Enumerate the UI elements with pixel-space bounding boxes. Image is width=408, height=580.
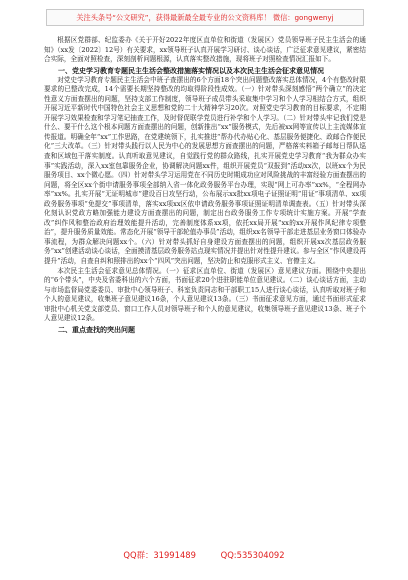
opinion-solicitation-paragraph: 本次民主生活会征求意见总体情况。（一）征求区直单位、街道（发展区）意见建议方面。围绕中央提出的“6个带头”，中央及省委科出的六个方面，书面征求20个进驻职能单位意见建议。（二）谈心谈话方面，主动与市场监督局党委委员、审批中心领导班子、科室负责同志和干部职工15人进行谈心谈话，认真听取对班子和个人的意见建议，收集班子意见建议16条，个人意见建议13条。（三）书面征求意见方面，通过书面形式征求审批中心机关党支部党员、窗口工作人员对领导班子和个人的意见建议，收集领导班子意见建议13条、班子个人意见建议12条。 (44, 266, 366, 323)
intro-paragraph: 根据区党群部、纪监委办《关于开好2022年度区直单位和街道（发展区）党员领导班子民主生活会的通知》（xx发〔2022〕12号）有关要求，xx领导班子认真开展学习研讨、谈心谈话，广泛征求意见建议，紧密结合实际，全面对照检查，深刻剖析问题根源，认真落实整改措施，现将班子对照检查情况汇报如下。 (44, 36, 366, 64)
promo-banner[interactable]: 关注头条号“公文研究”，获得最新最全最专业的公文资料库！ 微信：gongwenyj (46, 9, 364, 26)
qq-group-label: QQ群：31991489 (123, 550, 196, 560)
contact-footer (0, 549, 408, 561)
section-heading-2: 二、重点查找的突出问题 (58, 325, 135, 334)
section-heading-1: 一、党史学习教育专题民主生活会整改措施落实情况以及本次民主生活会征求意见情况 (58, 66, 324, 75)
document-body (44, 36, 366, 335)
rectification-paragraph: 对党史学习教育专题民主生活会中班子查摆出的6个方面18个突出问题整改落实总体情况，4个有整改时限要求的已整改完成，14个需要长期坚持整改的均取得阶段性成效。（一）针对带头深刻感悟“两个确立”的决定性意义方面查摆出的问题，坚持支部工作制度，领导班子成员带头采取集中学习和个人学习相结合方式，组织开展习近平新时代中国特色社会主义思想和党的二十大精神学习20次。对照党史学习教育的目标要求，不定期开展学习效果检查和学习笔记抽查工作，及时督促联学党员进行补学和个人学习。（二）针对带头牢记我们党是什么、要干什么这个根本问题方面查摆出的问题，创新推出“xx”服务模式，先后被xx网等宣传以上主流媒体宣传报道。明确全年“xx”工作思路，在党建统领下，扎实推进“帮办代办贴心化、基层服务便捷化、政邮合作便民化”三大改革。（三）针对带头践行以人民为中心的发展思想方面查摆出的问题，严格落实料箱子邮每日帮队巡查和区域包干落实制度。认真听取意见建议，自觉践行党的群众路线，扎实开展党史学习教育“我为群众办实事”实践活动，深入xx室包靠服务企业，协调解决问题xx件，组织开展党员“双报到”活动xx次，以班xx个为民服务项目、xx个微心愿。（四）针对带头学习运用党在不同历史时期成功应对风险挑战的丰富经验方面查摆出的问题，将全区xx个街申请服务事项全部纳入省一体化政务服务平台办理，实现“网上可办率”xx%，“全程网办率”xx%。扎实开展“无证明城市”建设百日攻坚行动，公布展示xx批xx项电子证照证明“用证”事项清单、xx项政务服务事项“免提交”事项清单，落实xx项xx区依申请政务服务事项证照证明清单调查表。（五）针对带头深化刻认识党政方略加强能力建设方面查摆出的问题，制定出台政务服务工作专项统计实施方案。开展“学查改”纠作风和整治政府治理效能提升活动，完善制度体系xx项，依托xx局开展“xx的xx开展作风纪律专项整治”，提升服务质量效能。常态化开展“领导干部轮值办事员”活动，组织xx名领导干部走进基层业务窗口体验办事流程，为群众解决问题xx个。（六）针对带头抓好自身建设方面查摆出的问题，组织开展xx次基层政务服务“xx”创建活动谈心谈话，全面摸清基层政务服务站点现实情况并提出针对性提升建议。参与全区“作风建设再提升”活动，自查自纠和照排出的xx个“四风”突出问题，坚决防止和克服形式主义、官僚主义。 (44, 75, 366, 266)
qq-number-label: QQ:535304092 (220, 550, 285, 560)
